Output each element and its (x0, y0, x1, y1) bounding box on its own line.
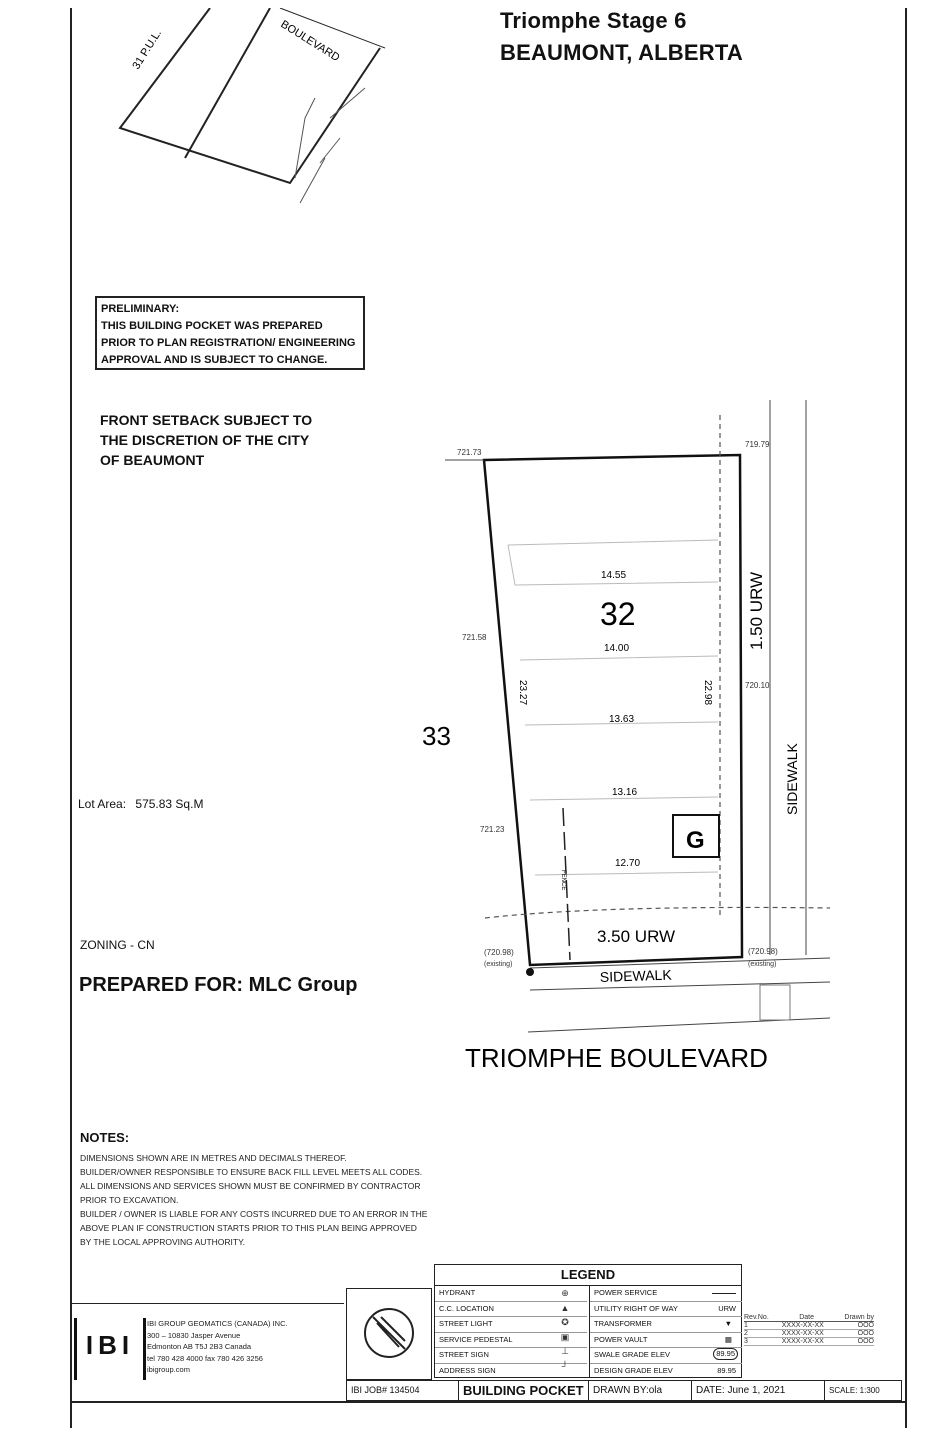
company-line: IBI GROUP GEOMATICS (CANADA) INC. (147, 1319, 288, 1328)
pedestal-icon: ▣ (560, 1331, 570, 1342)
left-depth-dim: 23.27 (517, 680, 528, 706)
company-info (147, 1318, 288, 1376)
elev-top-left: 721.73 (457, 448, 482, 457)
lot-area (78, 797, 203, 811)
elev-mid-left: 721.58 (462, 633, 487, 642)
legend-item (590, 1302, 742, 1318)
legend-item (590, 1348, 742, 1364)
width-dim: 14.00 (604, 643, 630, 654)
drawing-date: DATE: June 1, 2021 (692, 1381, 825, 1400)
street-name: TRIOMPHE BOULEVARD (465, 1043, 768, 1073)
drawn-by: DRAWN BY:ola (589, 1381, 692, 1400)
legend-heading: LEGEND (435, 1265, 741, 1286)
preliminary-line: PRELIMINARY: (101, 303, 180, 315)
urw-front-label: 3.50 URW (597, 927, 676, 946)
sidewalk-side-label: SIDEWALK (784, 743, 800, 815)
note-line: DIMENSIONS SHOWN ARE IN METRES AND DECIMALS THEREOF. (80, 1153, 347, 1163)
project-title: Triomphe Stage 6 (500, 8, 687, 33)
width-dim: 13.16 (612, 787, 638, 798)
revision-table (744, 1314, 874, 1346)
sidewalk-front-label: SIDEWALK (599, 966, 672, 985)
legend-item: C.C. LOCATION (435, 1302, 587, 1318)
note-line: PRIOR TO EXCAVATION. (80, 1195, 179, 1205)
setback-line: OF BEAUMONT (100, 452, 205, 468)
legend-item: ADDRESS SIGN (439, 1365, 496, 1375)
document-type: BUILDING POCKET (459, 1381, 589, 1400)
legend-item (590, 1364, 742, 1379)
lot-number: 32 (600, 596, 636, 632)
legend-item-label: UTILITY RIGHT OF WAY (594, 1303, 678, 1313)
preliminary-line: APPROVAL AND IS SUBJECT TO CHANGE. (101, 354, 328, 366)
garage-label: G (686, 827, 705, 854)
elev-bottom-right: (720.98) (748, 947, 778, 956)
company-logo (74, 1318, 146, 1380)
rev-header: Date (799, 1314, 814, 1321)
rev-cell: 1 (744, 1322, 748, 1329)
company-line: Edmonton AB T5J 2B3 Canada (147, 1342, 252, 1351)
project-location: BEAUMONT, ALBERTA (500, 40, 743, 65)
north-arrow-box (346, 1288, 432, 1380)
preliminary-line: THIS BUILDING POCKET WAS PREPARED (101, 320, 323, 332)
rev-cell: XXXX-XX-XX (781, 1338, 824, 1345)
design-grade-symbol: 89.95 (717, 1365, 736, 1375)
setback-line: FRONT SETBACK SUBJECT TO (100, 412, 313, 428)
width-dim: 14.55 (601, 570, 627, 581)
company-line: ibigroup.com (147, 1365, 190, 1374)
legend-item: HYDRANT (435, 1286, 587, 1302)
neighbor-lot-number: 33 (422, 721, 451, 751)
power-vault-icon: ▦ (724, 1334, 732, 1344)
drawing-scale: SCALE: 1:300 (829, 1386, 880, 1395)
legend-item (590, 1333, 742, 1349)
right-depth-dim: 22.98 (702, 680, 713, 706)
note-line: ALL DIMENSIONS AND SERVICES SHOWN MUST BE CONFIRMED BY CONTRACTOR (80, 1181, 421, 1191)
fence-label: FENCE (560, 870, 566, 891)
company-line: tel 780 428 4000 fax 780 426 3256 (147, 1353, 263, 1363)
note-line: BUILDER / OWNER IS LIABLE FOR ANY COSTS INCURRED DUE TO AN ERROR IN THE (80, 1209, 428, 1219)
streetlight-icon: ✪ (561, 1317, 569, 1327)
north-arrow-icon (347, 1289, 431, 1379)
legend-item (590, 1317, 742, 1333)
width-dim: 12.70 (615, 858, 641, 869)
urw-front-line (485, 907, 830, 918)
legend-symbols-left (545, 1286, 585, 1373)
elev-low-left: 721.23 (480, 825, 505, 834)
keymap-pul-label: 31 P.U.L. (130, 27, 165, 72)
rev-cell: OOO (857, 1322, 874, 1329)
power-line-icon (712, 1293, 736, 1294)
elev-bottom-right-note: (existing) (748, 961, 777, 968)
legend-item-label: POWER SERVICE (594, 1288, 658, 1297)
hydrant-icon: ⊕ (561, 1288, 569, 1298)
legend-item-label: SWALE GRADE ELEV (594, 1350, 670, 1359)
rev-cell: 3 (744, 1338, 748, 1345)
company-line: 300 – 10830 Jasper Avenue (147, 1330, 241, 1340)
rev-cell: XXXX-XX-XX (781, 1322, 824, 1329)
rev-cell: 2 (744, 1330, 748, 1337)
legend-item-label: DESIGN GRADE ELEV (594, 1365, 673, 1375)
legend-item-label: TRANSFORMER (594, 1319, 652, 1328)
note-line: ABOVE PLAN IF CONSTRUCTION STARTS PRIOR TO THIS PLAN BEING APPROVED (80, 1223, 417, 1233)
legend (434, 1264, 742, 1378)
note-line: BUILDER/OWNER RESPONSIBLE TO ENSURE BACK FILL LEVEL MEETS ALL CODES. (80, 1167, 423, 1177)
legend-item (590, 1286, 742, 1302)
notes-section (80, 1130, 427, 1249)
street-sign-icon: ⊥ (561, 1346, 569, 1356)
elev-bottom-left: (720.98) (484, 948, 514, 957)
elev-bottom-left-note: (existing) (484, 961, 513, 968)
prepared-for: PREPARED FOR: MLC Group (79, 974, 358, 996)
transformer-icon: ▼ (724, 1319, 732, 1328)
setback-line: THE DISCRETION OF THE CITY (100, 432, 310, 448)
urw-symbol: URW (718, 1303, 736, 1313)
company-logo-text: IBI (85, 1330, 135, 1360)
rev-header: Rev.No. (744, 1314, 769, 1321)
lot-area-label: Lot Area: (78, 797, 127, 811)
rev-cell: OOO (857, 1330, 874, 1337)
legend-item: SERVICE PEDESTAL (435, 1333, 587, 1349)
rev-cell: OOO (857, 1338, 874, 1345)
width-dim: 13.63 (609, 714, 635, 725)
urw-side-label: 1.50 URW (747, 571, 766, 650)
rev-cell: XXXX-XX-XX (781, 1330, 824, 1337)
elev-top-right: 719.79 (745, 440, 770, 449)
lot-boundary (484, 455, 742, 965)
legend-item-label: POWER VAULT (594, 1334, 648, 1344)
legend-item: STREET SIGN (435, 1348, 587, 1364)
swale-grade-symbol: 89.95 (713, 1348, 738, 1360)
title-block (346, 1380, 902, 1401)
preliminary-line: PRIOR TO PLAN REGISTRATION/ ENGINEERING (101, 337, 356, 349)
zoning: ZONING - CN (80, 938, 155, 952)
legend-item: STREET LIGHT (435, 1317, 587, 1333)
location-icon: ▲ (560, 1302, 570, 1313)
notes-heading: NOTES: (80, 1130, 130, 1145)
elev-mid-right: 720.10 (745, 681, 770, 690)
job-number: IBI JOB# 134504 (347, 1381, 459, 1400)
lot-area-value: 575.83 Sq.M (135, 797, 204, 811)
keymap-street-label: BOULEVARD (278, 18, 342, 65)
note-line: BY THE LOCAL APPROVING AUTHORITY. (80, 1237, 246, 1247)
address-sign-icon: ┘ (561, 1360, 569, 1371)
rev-header: Drawn by (844, 1314, 874, 1321)
